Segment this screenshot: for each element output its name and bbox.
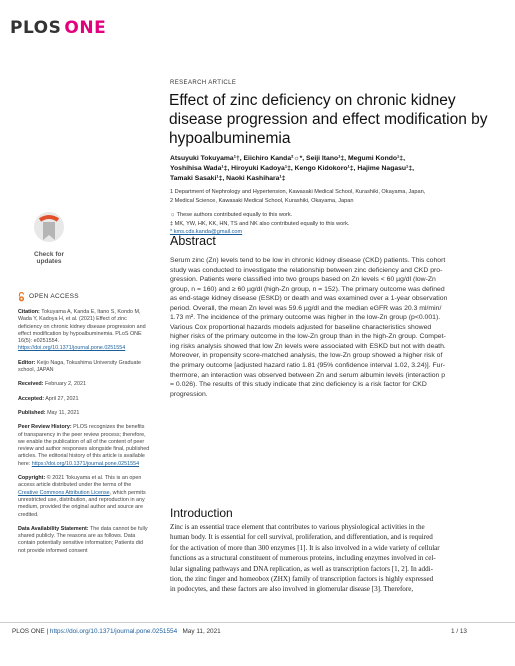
peer-review-text: PLOS recognizes the benefits of transparency in the peer review process; therefore, we enable the publication of all of the content of peer review and author responses alongside final, published articles. The editorial history of this article is available here: <box>18 424 150 467</box>
abstract-line: the primary outcome [adjusted hazard ratio 1.81 (95% confidence interval 1.02, 3.24)]. Fur- <box>170 362 446 370</box>
page-number: 1 / 13 <box>451 628 467 635</box>
copyright-text-end: , which permits unrestricted use, distribution, and reproduction in any medium, provided the original author and source are credited. <box>18 489 146 518</box>
footer-doi-link[interactable]: https://doi.org/10.1371/journal.pone.0251554 <box>49 628 178 635</box>
open-access-label <box>18 292 150 302</box>
introduction-heading: Introduction <box>170 506 233 520</box>
copyright-text: © 2021 Tokuyama et al. This is an open access article distributed under the terms of the <box>18 475 142 489</box>
abstract-line: progression. <box>170 390 208 398</box>
author-line-1[interactable]: Atsuyuki Tokuyama¹†, Eiichiro Kanda²☼*, Seiji Itano¹‡, Megumi Kondo¹‡, <box>170 155 405 162</box>
corresponding-email-link[interactable]: * kms.cds.kanda@gmail.com <box>170 229 243 235</box>
abstract-line: period. Overall, the mean Zn level was 59.6 µg/dl and the median eGFR was 20.3 ml/min/ <box>170 304 442 312</box>
license-link[interactable]: Creative Commons Attribution License <box>18 489 110 496</box>
editor-block <box>18 360 150 375</box>
abstract-line: Serum zinc (Zn) levels tend to be low in chronic kidney disease (CKD) patients. This cohort <box>170 257 446 264</box>
copyright-label: Copyright: <box>18 475 46 482</box>
accepted-date: April 27, 2021 <box>45 395 79 402</box>
abstract-line: study was conducted to investigate the relationship between zinc deficiency and CKD pro- <box>170 266 443 274</box>
article-title: Effect of zinc deficiency on chronic kidney disease progression and effect modification by hypoalbuminemia <box>169 92 488 147</box>
intro-line: lular signaling pathways and DNA replication, as well as transcription factors [1, 2]. In addi- <box>170 564 433 573</box>
abstract-line: as end-stage kidney disease (ESKD) or death and was examined over a 1-year observation <box>170 295 448 303</box>
citation-text: Tokuyama A, Kanda E, Itano S, Kondo M, Wada Y, Kadoya H, et al. (2021) Effect of zinc deficiency on chronic kidney disease progression and effect modification by hypoalbuminemia. PLoS ONE 16(5): e0251554. <box>18 309 146 345</box>
author-line-2[interactable]: Yoshihisa Wada¹‡, Hiroyuki Kadoya¹‡, Kengo Kidokoro¹‡, Hajime Nagasu¹‡, <box>170 165 414 172</box>
badge-line-1: Check for <box>34 251 64 258</box>
data-availability-label: Data Availability Statement: <box>18 525 89 532</box>
abstract-line: Various Cox proportional hazards models adjusted for baseline characteristics showed <box>170 323 432 331</box>
abstract-line: group, n = 160) and ≥ 60 µg/dl (high-Zn group, n = 152). The primary outcome was defined <box>170 285 445 293</box>
peer-review-block <box>18 424 150 468</box>
intro-line: in podocytes, and these factors are also involved in glomerular disease [3]. Therefore, <box>170 585 414 594</box>
peer-review-label: Peer Review History: <box>18 424 72 431</box>
intro-line: for the activation of more than 300 enzymes [1]. It is also involved in a wide variety of cellular <box>170 543 440 552</box>
published-label: Published: <box>18 409 46 416</box>
check-for-updates-badge[interactable] <box>28 210 70 265</box>
citation-doi-link[interactable]: https://doi.org/10.1371/journal.pone.0251554 <box>18 345 126 352</box>
received-block <box>18 381 150 388</box>
footer-date: May 11, 2021 <box>182 628 221 635</box>
author-line-3[interactable]: Tamaki Sasaki¹‡, Naoki Kashihara¹‡ <box>170 175 286 182</box>
peer-review-doi-link[interactable]: https://doi.org/10.1371/journal.pone.0251554 <box>31 460 140 467</box>
open-access-text: OPEN ACCESS <box>29 293 79 301</box>
editor-text: Keijo Naga, Tokushima University Graduate school, JAPAN <box>18 359 142 374</box>
affiliations <box>170 188 490 205</box>
abstract-heading: Abstract <box>170 234 216 248</box>
introduction-body <box>170 522 492 595</box>
data-availability-text: The data cannot be fully shared publicly. The reasons are as follows. Data contain potentially sensitive information; Patients did not provide informed consent <box>18 525 148 554</box>
published-block <box>18 410 150 417</box>
intro-line: functions as a structural constituent of numerous proteins, including enzymes involved in cel- <box>170 554 436 563</box>
abstract-line: gression. Patients were classified into two groups based on Zn levels < 60 µg/dl (low-Zn <box>170 276 436 284</box>
article-sidebar <box>18 292 150 562</box>
citation-block <box>18 309 150 353</box>
abstract-line: thermore, an interaction was observed between Zn and serum albumin levels (interaction p <box>170 371 446 379</box>
citation-label: Citation: <box>18 309 40 315</box>
abstract-line: ing risks analysis showed that low Zn levels were associated with ESKD but not with death. <box>170 342 446 350</box>
affiliation-1: 1 Department of Nephrology and Hypertension, Kawasaki Medical School, Kurashiki, Okayama, Japan, <box>170 189 426 195</box>
accepted-block <box>18 396 150 403</box>
data-availability-block <box>18 526 150 555</box>
note-also-contributed: ‡ MK, YW, HK, KK, HN, TS and NK also contributed equally to this work. <box>170 220 350 227</box>
affiliation-2: 2 Medical Science, Kawasaki Medical School, Kurashiki, Okayama, Japan <box>170 197 354 204</box>
abstract-line: Moreover, in propensity score-matched analysis, the low-Zn group showed a higher risk of <box>170 352 443 360</box>
open-lock-icon <box>18 292 25 302</box>
intro-line: human body. It is essential for cell survival, proliferation, and differentiation, and is required <box>170 533 433 542</box>
journal-name-one: ONE <box>64 18 107 38</box>
received-date: February 2, 2021 <box>44 381 87 388</box>
journal-name-plos: PLOS <box>10 18 62 38</box>
accepted-label: Accepted: <box>18 395 45 402</box>
abstract-body <box>170 256 492 399</box>
footer-separator: | <box>46 628 49 635</box>
note-equal-contribution: ☼ These authors contributed equally to this work. <box>170 212 293 218</box>
journal-logo <box>10 18 106 38</box>
published-date: May 11, 2021 <box>47 409 80 416</box>
intro-line: Zinc is an essential trace element that contributes to various physiological activities in the <box>170 523 425 531</box>
article-type: RESEARCH ARTICLE <box>170 80 237 86</box>
abstract-line: 1.73 m². The incidence of the primary outcome was higher in the low-Zn group (p<0.001). <box>170 314 441 322</box>
footer-left <box>12 628 221 635</box>
footer-divider <box>0 622 515 623</box>
author-notes <box>170 211 490 237</box>
received-label: Received: <box>18 381 44 388</box>
intro-line: tion, the zinc finger and homeobox (ZHX) family of transcription factors is highly expressed <box>170 575 434 584</box>
badge-line-2: updates <box>36 258 62 265</box>
copyright-block <box>18 475 150 519</box>
footer-journal: PLOS ONE <box>12 628 45 635</box>
editor-label: Editor: <box>18 359 36 366</box>
bookmark-ribbon-icon <box>28 210 70 244</box>
abstract-line: = 0.026). The results of this study indicate that zinc deficiency is a risk factor for CKD <box>170 381 427 389</box>
author-list <box>170 154 495 184</box>
abstract-line: higher risks of the primary outcome in the low-Zn group than in the high-Zn group. Compet- <box>170 333 446 341</box>
